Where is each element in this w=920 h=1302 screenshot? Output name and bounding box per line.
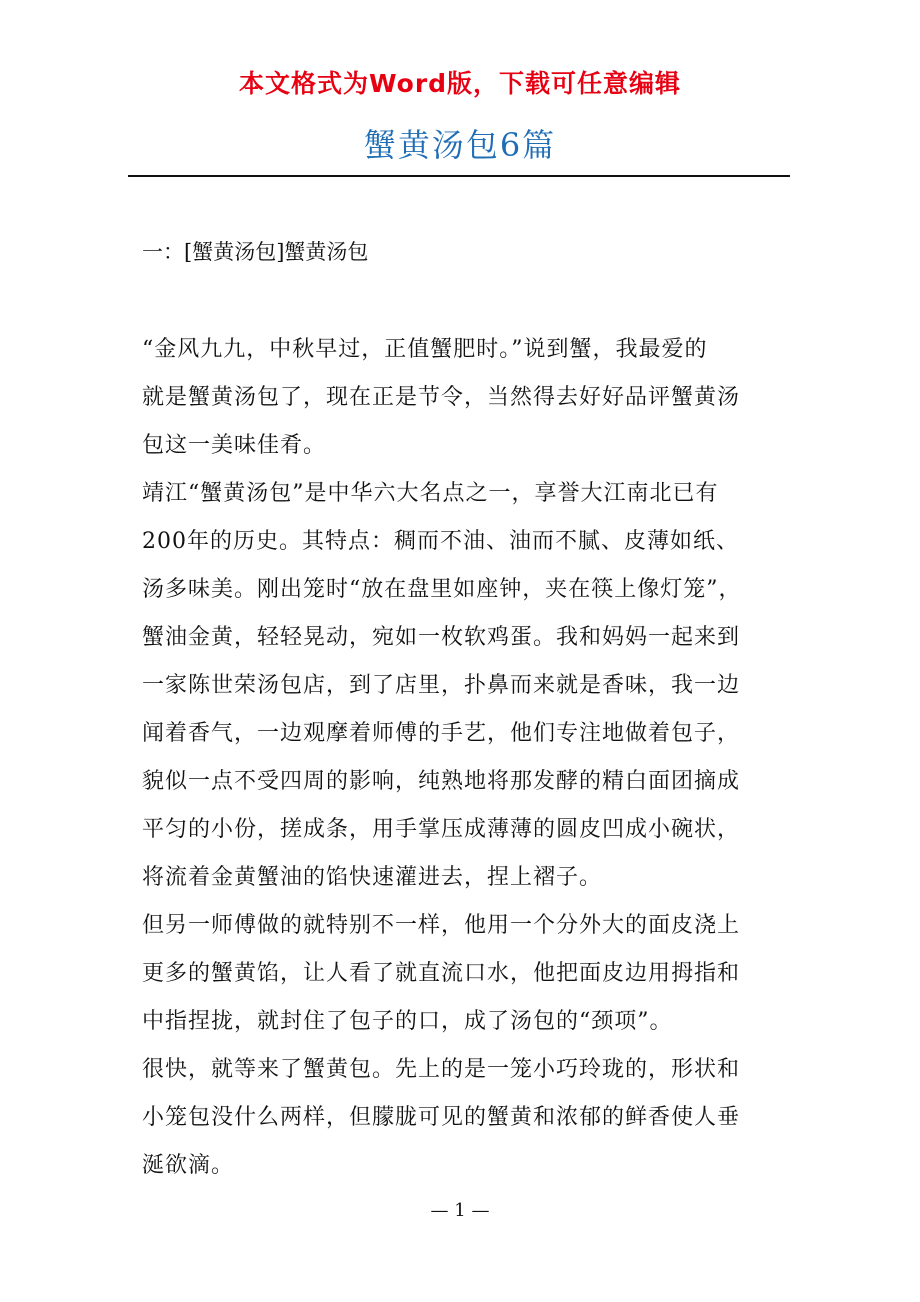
text-line: 蟹油金黄，轻轻晃动，宛如一枚软鸡蛋。我和妈妈一起来到 (142, 625, 741, 650)
text-line: 貌似一点不受四周的影响，纯熟地将那发酵的精白面团摘成 (142, 769, 741, 794)
title-divider (128, 175, 790, 177)
text-line: 涎欲滴。 (142, 1153, 235, 1178)
text-line: “金风九九，中秋早过，正值蟹肥时。”说到蟹，我最爱的 (142, 337, 708, 362)
text-line: 200年的历史。其特点：稠而不油、油而不腻、皮薄如纸、 (142, 529, 739, 554)
text-line: 平匀的小份，搓成条，用手掌压成薄薄的圆皮凹成小碗状， (142, 817, 741, 842)
text-line: 将流着金黄蟹油的馅快速灌进去，捏上褶子。 (142, 865, 603, 890)
format-notice-banner: 本文格式为Word版，下载可任意编辑 (238, 69, 682, 98)
text-line: 小笼包没什么两样，但朦胧可见的蟹黄和浓郁的鲜香使人垂 (142, 1105, 741, 1130)
text-line: 更多的蟹黄馅，让人看了就直流口水，他把面皮边用拇指和 (142, 961, 741, 986)
text-line: 但另一师傅做的就特别不一样，他用一个分外大的面皮浇上 (142, 913, 741, 938)
body-text (142, 326, 802, 1190)
text-line: 汤多味美。刚出笼时“放在盘里如座钟，夹在筷上像灯笼”， (142, 577, 742, 602)
text-line: 一家陈世荣汤包店，到了店里，扑鼻而来就是香味，我一边 (142, 673, 741, 698)
text-line: 闻着香气，一边观摩着师傅的手艺，他们专注地做着包子， (142, 721, 741, 746)
text-line: 中指捏拢，就封住了包子的口，成了汤包的“颈项”。 (142, 1009, 673, 1034)
section-heading: 一：[蟹黄汤包]蟹黄汤包 (142, 240, 369, 264)
text-line: 靖江“蟹黄汤包”是中华六大名点之一，享誉大江南北已有 (142, 481, 719, 506)
page-number: — 1 — (430, 1200, 490, 1221)
text-line: 就是蟹黄汤包了，现在正是节令，当然得去好好品评蟹黄汤 (142, 385, 741, 410)
text-line: 包这一美味佳肴。 (142, 433, 327, 458)
document-title: 蟹黄汤包6篇 (363, 126, 557, 164)
text-line: 很快，就等来了蟹黄包。先上的是一笼小巧玲珑的，形状和 (142, 1057, 741, 1082)
